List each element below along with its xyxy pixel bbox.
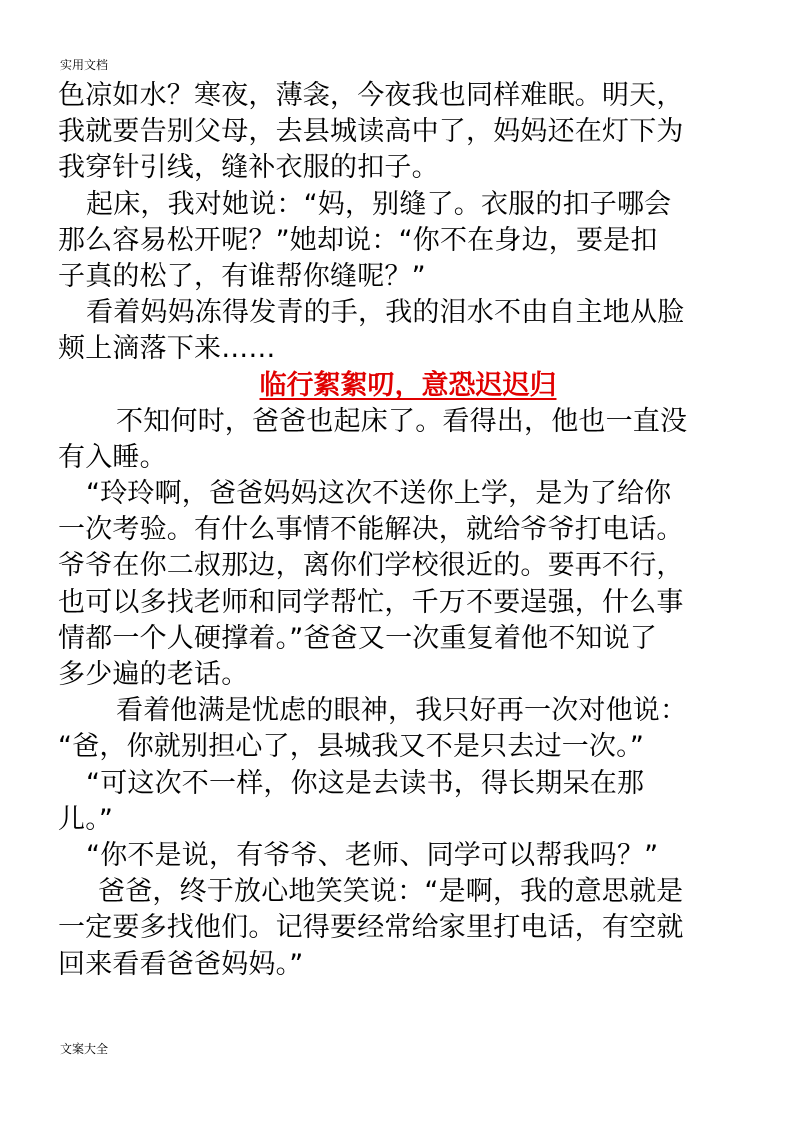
text-line: 爸爸，终于放心地笑笑说：“是啊，我的意思就是	[98, 876, 684, 908]
text-line: 颊上滴落下来……	[58, 333, 276, 365]
text-line: 色凉如水？寒夜，薄衾，今夜我也同样难眠。明天，	[58, 80, 684, 111]
page-header: 实用文档	[60, 58, 109, 72]
text-line: 多少遍的老话。	[58, 659, 249, 690]
text-line: 情都一个人硬撑着。”爸爸又一次重复着他不知说了	[58, 622, 658, 654]
text-line: “可这次不一样，你这是去读书，得长期呆在那	[86, 767, 645, 799]
text-line: 爷爷在你二叔那边，离你们学校很近的。要再不行，	[58, 550, 684, 582]
text-line: 一定要多找他们。记得要经常给家里打电话，有空就	[58, 912, 684, 944]
text-line: 起床，我对她说：“妈，别缝了。衣服的扣子哪会	[86, 188, 672, 220]
section-heading: 临行絮絮叨，意恐迟迟归	[259, 369, 557, 401]
text-line: 看着他满是忧虑的眼神，我只好再一次对他说：	[116, 695, 688, 727]
text-line: 不知何时，爸爸也起床了。看得出，他也一直没	[116, 405, 688, 437]
text-line: 一次考验。有什么事情不能解决，就给爷爷打电话。	[58, 514, 684, 546]
text-line: 看着妈妈冻得发青的手，我的泪水不由自主地从脸	[86, 297, 685, 329]
text-line: 那么容易松开呢？”她却说：“你不在身边，要是扣	[58, 224, 658, 256]
text-line: 回来看看爸爸妈妈。”	[58, 948, 304, 980]
text-line: “爸，你就别担心了，县城我又不是只去过一次。”	[58, 731, 645, 763]
text-line: 子真的松了，有谁帮你缝呢？”	[58, 260, 426, 292]
document-body	[58, 78, 758, 983]
text-line: 儿。”	[58, 803, 114, 835]
text-line: 也可以多找老师和同学帮忙，千万不要逞强，什么事	[58, 586, 684, 618]
page-footer: 文案大全	[60, 1042, 109, 1056]
text-line: “玲玲啊，爸爸妈妈这次不送你上学，是为了给你	[86, 478, 672, 510]
text-line: 有入睡。	[58, 441, 167, 473]
text-line: 我就要告别父母，去县城读高中了，妈妈还在灯下为	[58, 116, 684, 148]
text-line: “你不是说，有爷爷、老师、同学可以帮我吗？”	[86, 839, 659, 871]
text-line: 我穿针引线，缝补衣服的扣子。	[58, 152, 439, 184]
